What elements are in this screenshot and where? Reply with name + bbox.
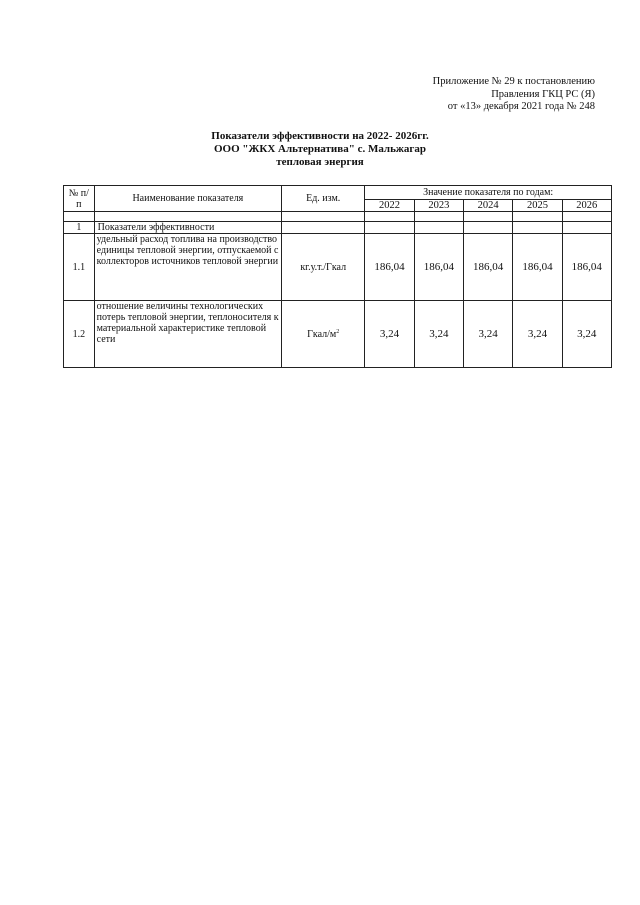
header-year: 2026 (562, 200, 611, 212)
row-value: 3,24 (513, 301, 562, 368)
header-number: № п/п (64, 186, 95, 212)
row-unit (282, 301, 365, 368)
row-value: 186,04 (414, 234, 463, 301)
date-line: от «13» декабря 2021 года № 248 (447, 101, 595, 112)
header-year: 2025 (513, 200, 562, 212)
row-number: 1.2 (64, 301, 95, 368)
row-value: 3,24 (414, 301, 463, 368)
title-line-company: ООО "ЖКХ Альтернатива" с. Мальжагар (213, 143, 427, 155)
row-number: 1.1 (64, 234, 95, 301)
row-value: 186,04 (463, 234, 512, 301)
resolution-reference (433, 76, 595, 114)
row-value: 186,04 (513, 234, 562, 301)
row-unit: кг.у.т./Гкал (282, 234, 365, 301)
title-line-period: Показатели эффективности на 2022- 2026гг. (211, 130, 429, 142)
document-title (0, 130, 640, 169)
row-indicator-name: отношение величины технологических потерь тепловой энергии, теплоносителя к материальной характеристике тепловой сети (94, 301, 281, 368)
table-row (64, 301, 612, 368)
row-value: 186,04 (365, 234, 414, 301)
table-header-row (64, 186, 612, 200)
header-year: 2023 (414, 200, 463, 212)
row-unit-base: Гкал/м (307, 328, 337, 340)
section-name: Показатели эффективности (94, 222, 281, 234)
header-values-by-year: Значение показателя по годам: (365, 186, 612, 200)
title-line-resource: тепловая энергия (276, 156, 364, 168)
header-year: 2022 (365, 200, 414, 212)
row-value: 3,24 (463, 301, 512, 368)
table-row (64, 234, 612, 301)
row-unit-exponent: 2 (336, 328, 340, 335)
indicators-table (63, 185, 612, 368)
row-indicator-name: удельный расход топлива на производство единицы тепловой энергии, отпускаемой с коллекторов источников тепловой энергии (94, 234, 281, 301)
authority-line: Правления ГКЦ РС (Я) (491, 88, 595, 100)
table-section-row (64, 222, 612, 234)
section-number: 1 (64, 222, 95, 234)
row-value: 3,24 (365, 301, 414, 368)
header-unit: Ед. изм. (282, 186, 365, 212)
table-spacer-row (64, 212, 612, 222)
header-indicator-name: Наименование показателя (94, 186, 281, 212)
row-value: 186,04 (562, 234, 611, 301)
header-year: 2024 (463, 200, 512, 212)
appendix-line: Приложение № 29 к постановлению (432, 76, 595, 87)
row-value: 3,24 (562, 301, 611, 368)
